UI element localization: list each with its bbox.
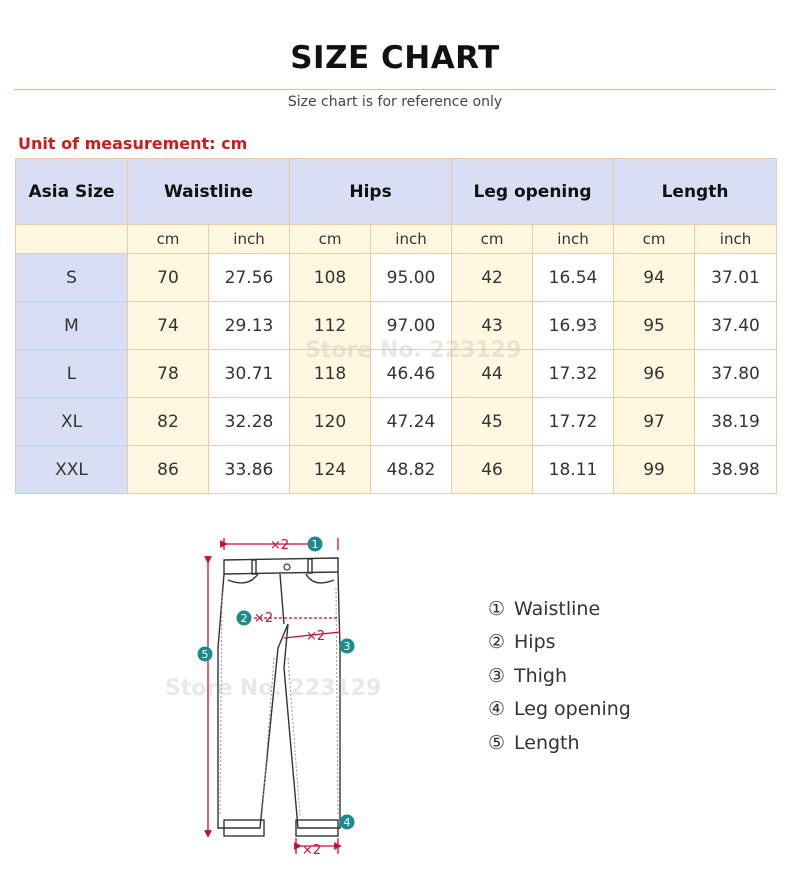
table-cell: 17.72 (533, 398, 614, 446)
column-header-leg-opening: Leg opening (452, 159, 614, 225)
watermark: Store No. 223129 (305, 338, 522, 363)
unit-cell: cm (452, 225, 533, 254)
table-cell: 112 (290, 302, 371, 350)
multiplier-label-thigh: ×2 (306, 629, 326, 644)
unit-cell: inch (533, 225, 614, 254)
legend-item: ④ Leg opening (488, 698, 631, 721)
table-cell: 124 (290, 446, 371, 494)
multiplier-label-waist: ×2 (270, 538, 290, 553)
page-title: SIZE CHART (290, 40, 500, 76)
table-cell: 118 (290, 350, 371, 398)
table-cell: 86 (128, 446, 209, 494)
svg-text:5: 5 (201, 648, 209, 661)
size-cell: M (16, 302, 128, 350)
table-cell: 95 (614, 302, 695, 350)
table-row (16, 398, 777, 446)
table-cell: 78 (128, 350, 209, 398)
table-cell: 108 (290, 254, 371, 302)
marker-1-icon (308, 537, 323, 552)
table-cell: 94 (614, 254, 695, 302)
size-table (15, 158, 777, 494)
table-cell: 30.71 (209, 350, 290, 398)
size-cell: XXL (16, 446, 128, 494)
table-cell: 95.00 (371, 254, 452, 302)
legend-item: ① Waistline (488, 598, 601, 620)
table-cell: 37.01 (695, 254, 777, 302)
marker-2-icon (237, 611, 252, 626)
unit-cell: inch (695, 225, 777, 254)
table-cell: 74 (128, 302, 209, 350)
table-cell: 29.13 (209, 302, 290, 350)
marker-5-icon (198, 647, 213, 662)
title-divider (14, 89, 776, 90)
table-cell: 16.93 (533, 302, 614, 350)
column-header-length: Length (614, 159, 777, 225)
page-subtitle: Size chart is for reference only (287, 94, 503, 110)
table-cell: 33.86 (209, 446, 290, 494)
table-cell: 47.24 (371, 398, 452, 446)
table-cell: 38.19 (695, 398, 777, 446)
svg-text:4: 4 (343, 816, 351, 829)
unit-cell-blank (16, 225, 128, 254)
column-header-size: Asia Size (16, 159, 128, 225)
table-cell: 120 (290, 398, 371, 446)
table-cell: 43 (452, 302, 533, 350)
multiplier-label-hips: ×2 (254, 611, 274, 626)
size-cell: L (16, 350, 128, 398)
table-cell: 16.54 (533, 254, 614, 302)
svg-text:3: 3 (343, 640, 351, 653)
table-cell: 99 (614, 446, 695, 494)
table-row (16, 254, 777, 302)
table-cell: 46 (452, 446, 533, 494)
table-cell: 38.98 (695, 446, 777, 494)
svg-text:1: 1 (311, 538, 319, 551)
unit-row (16, 225, 777, 254)
unit-cell: cm (614, 225, 695, 254)
unit-cell: cm (290, 225, 371, 254)
table-cell: 44 (452, 350, 533, 398)
size-cell: S (16, 254, 128, 302)
unit-cell: inch (209, 225, 290, 254)
svg-text:2: 2 (240, 612, 248, 625)
unit-cell: inch (371, 225, 452, 254)
table-cell: 17.32 (533, 350, 614, 398)
table-cell: 32.28 (209, 398, 290, 446)
unit-cell: cm (128, 225, 209, 254)
table-cell: 45 (452, 398, 533, 446)
table-cell: 37.80 (695, 350, 777, 398)
multiplier-label-leg: ×2 (302, 843, 322, 858)
table-cell: 37.40 (695, 302, 777, 350)
table-cell: 46.46 (371, 350, 452, 398)
legend-item: ⑤ Length (488, 731, 580, 754)
column-header-waistline: Waistline (128, 159, 290, 225)
table-cell: 42 (452, 254, 533, 302)
table-cell: 27.56 (209, 254, 290, 302)
table-cell: 96 (614, 350, 695, 398)
header-row (16, 159, 777, 225)
unit-label: Unit of measurement: cm (18, 134, 248, 153)
table-cell: 82 (128, 398, 209, 446)
table-row (16, 446, 777, 494)
table-cell: 97.00 (371, 302, 452, 350)
watermark: Store No. 223129 (165, 676, 382, 701)
legend-item: ③ Thigh (488, 664, 568, 687)
table-cell: 18.11 (533, 446, 614, 494)
column-header-hips: Hips (290, 159, 452, 225)
size-cell: XL (16, 398, 128, 446)
table-cell: 70 (128, 254, 209, 302)
marker-4-icon (340, 815, 355, 830)
measurement-legend (488, 595, 631, 762)
marker-3-icon (340, 639, 355, 654)
table-cell: 48.82 (371, 446, 452, 494)
table-cell: 97 (614, 398, 695, 446)
legend-item: ② Hips (488, 631, 556, 654)
